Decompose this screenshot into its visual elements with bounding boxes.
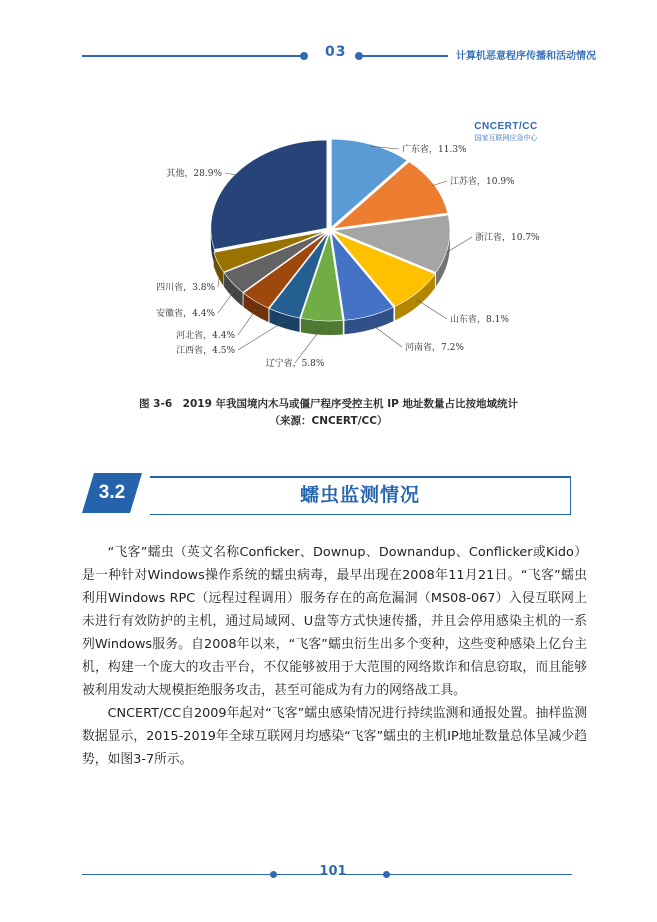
- pie-label-3: 山东省，8.1%: [450, 315, 509, 325]
- figure-caption-line1: 图 3-6 2019 年我国境内木马或僵尸程序受控主机 IP 地址数量占比按地域统计: [139, 398, 518, 410]
- pie-label-6: 江西省，4.5%: [176, 346, 235, 356]
- pie-label-1: 江苏省，10.9%: [450, 177, 515, 187]
- footer-dot-left: [270, 871, 277, 878]
- figure-caption: [0, 396, 657, 430]
- pie-label-8: 安徽省，4.4%: [156, 309, 215, 319]
- pie-label-5: 辽宁省，5.8%: [265, 359, 325, 369]
- pie-leader-8: [218, 290, 234, 313]
- pie-leader-4: [369, 323, 402, 347]
- section-number: 3.2: [98, 482, 126, 503]
- chapter-number: 03: [325, 44, 347, 60]
- footer-rule-left: [82, 874, 322, 875]
- pie-chart: [120, 110, 560, 380]
- chapter-title: 计算机恶意程序传播和活动情况: [456, 51, 596, 62]
- header-rule-left: [82, 55, 304, 57]
- pie-leader-1: [432, 181, 447, 186]
- paragraph-1: “飞客”蠕虫（英文名称Conficker、Downup、Downandup、Conflicker或Kido）是一种针对Windows操作系统的蠕虫病毒，最早出现在2008年11月21日。“飞客”蠕虫利用Windows RPC（远程过程调用）服务存在的高危漏洞（MS08-067）入侵互联网上未进行有效防护的主机，通过局域网、U盘等方式快速传播，并且会停用感染主机的一系列Windows服务。自2008年以来，“飞客”蠕虫衍生出多个变种，这些变种感染上亿台主机，构建一个庞大的攻击平台，不仅能够被用于大范围的网络欺诈和信息窃取，而且能够被利用发动大规模拒绝服务攻击，甚至可能成为有力的网络战工具。: [82, 545, 587, 698]
- body-text: [82, 541, 587, 771]
- pie-label-2: 浙江省，10.7%: [475, 233, 540, 243]
- figure-caption-line2: （来源：CNCERT/CC）: [269, 415, 388, 427]
- pie-slice-10: [211, 140, 327, 249]
- pie-label-0: 广东省，11.3%: [402, 145, 467, 155]
- pie-leader-7: [238, 308, 257, 335]
- pie-label-7: 河北省，4.4%: [176, 331, 235, 341]
- pie-leader-2: [446, 237, 472, 253]
- header-dot-left: [300, 52, 308, 60]
- page-number: 101: [319, 864, 347, 879]
- paragraph-2: CNCERT/CC自2009年起对“飞客”蠕虫感染情况进行持续监测和通报处置。抽样监测数据显示，2015-2019年全球互联网月均感染“飞客”蠕虫的主机IP地址数量总体呈减少趋势，如图3-7所示。: [82, 706, 587, 767]
- pie-leader-3: [416, 299, 447, 319]
- section-title: 蠕虫监测情况: [299, 484, 420, 506]
- logo-sub-text: 国家互联网应急中心: [474, 134, 538, 142]
- footer-dot-right: [383, 871, 390, 878]
- pie-label-9: 四川省，3.8%: [156, 283, 215, 293]
- pie-label-4: 河南省，7.2%: [405, 343, 464, 353]
- logo-main-text: CNCERT/CC: [474, 121, 538, 132]
- cncert-logo: [466, 121, 546, 143]
- footer-rule-right: [344, 874, 572, 875]
- pie-label-10: 其他，28.9%: [166, 169, 222, 179]
- header-rule-right: [360, 55, 448, 57]
